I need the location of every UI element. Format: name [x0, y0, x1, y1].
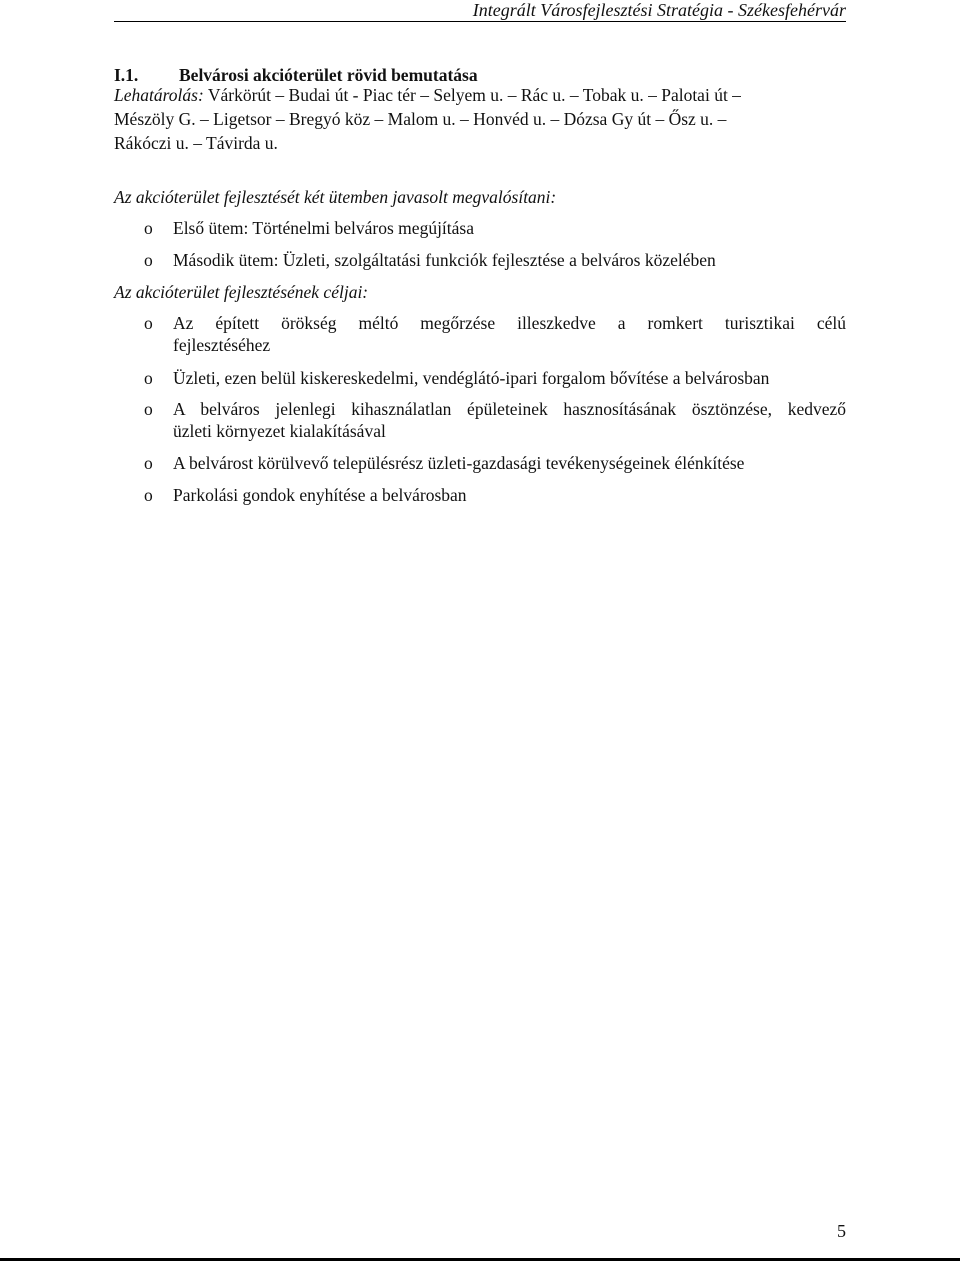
goal-text-1: [173, 312, 846, 356]
phase-item-2: [114, 249, 846, 271]
goal-2-line-1: Üzleti, ezen belül kiskereskedelmi, vendéglátó-ipari forgalom bővítése a belvárosban: [173, 368, 770, 388]
bullet-mark: o: [144, 313, 153, 333]
goal-3-line-1: A belváros jelenlegi kihasználatlan épületeinek hasznosításának ösztönzése, kedvező: [173, 399, 846, 419]
phase-text-1: Első ütem: Történelmi belváros megújítása: [173, 218, 474, 238]
goal-item-4: [114, 452, 846, 474]
phase-item-1: [114, 217, 846, 239]
boundary-text-1: Várkörút – Budai út - Piac tér – Selyem u. – Rác u. – Tobak u. – Palotai út –: [207, 85, 741, 105]
header-title: Integrált Városfejlesztési Stratégia - Székesfehérvár: [472, 0, 846, 20]
running-header: [114, 0, 846, 22]
goal-1-line-2: fejlesztéséhez: [173, 335, 271, 355]
goal-text-3: [173, 398, 846, 442]
boundary-label: Lehatárolás:: [114, 85, 204, 105]
goal-text-5: [173, 484, 846, 506]
bullet-mark: o: [144, 399, 153, 419]
bullet-mark: o: [144, 250, 153, 270]
goal-item-5: [114, 484, 846, 506]
boundary-line-2: Mészöly G. – Ligetsor – Bregyó köz – Malom u. – Honvéd u. – Dózsa Gy út – Ősz u. –: [114, 109, 727, 129]
section-number: I.1.: [114, 65, 139, 85]
goal-item-2: [114, 367, 846, 389]
phase-text-2: Második ütem: Üzleti, szolgáltatási funkciók fejlesztése a belváros közelében: [173, 250, 716, 270]
goal-item-1: [114, 312, 846, 356]
boundary-line-1: [114, 83, 846, 107]
goal-text-4: [173, 452, 846, 474]
goal-3-line-2: üzleti környezet kialakításával: [173, 421, 386, 441]
goal-5-line-1: Parkolási gondok enyhítése a belvárosban: [173, 485, 467, 505]
phases-intro: Az akcióterület fejlesztését két ütemben javasolt megvalósítani:: [114, 187, 557, 207]
boundary-paragraph: [114, 83, 846, 155]
bullet-mark: o: [144, 485, 153, 505]
boundary-line-3: Rákóczi u. – Távirda u.: [114, 133, 278, 153]
section-title: Belvárosi akcióterület rövid bemutatása: [179, 65, 478, 85]
page-number: 5: [837, 1221, 846, 1241]
goal-4-line-1: A belvárost körülvevő településrész üzleti-gazdasági tevékenységeinek élénkítése: [173, 453, 745, 473]
goal-item-3: [114, 398, 846, 442]
bullet-mark: o: [144, 453, 153, 473]
goals-intro: Az akcióterület fejlesztésének céljai:: [114, 282, 369, 302]
bullet-mark: o: [144, 368, 153, 388]
goal-1-line-1: Az épített örökség méltó megőrzése illeszkedve a romkert turisztikai célú: [173, 313, 846, 333]
bullet-mark: o: [144, 218, 153, 238]
goal-text-2: [173, 367, 846, 389]
